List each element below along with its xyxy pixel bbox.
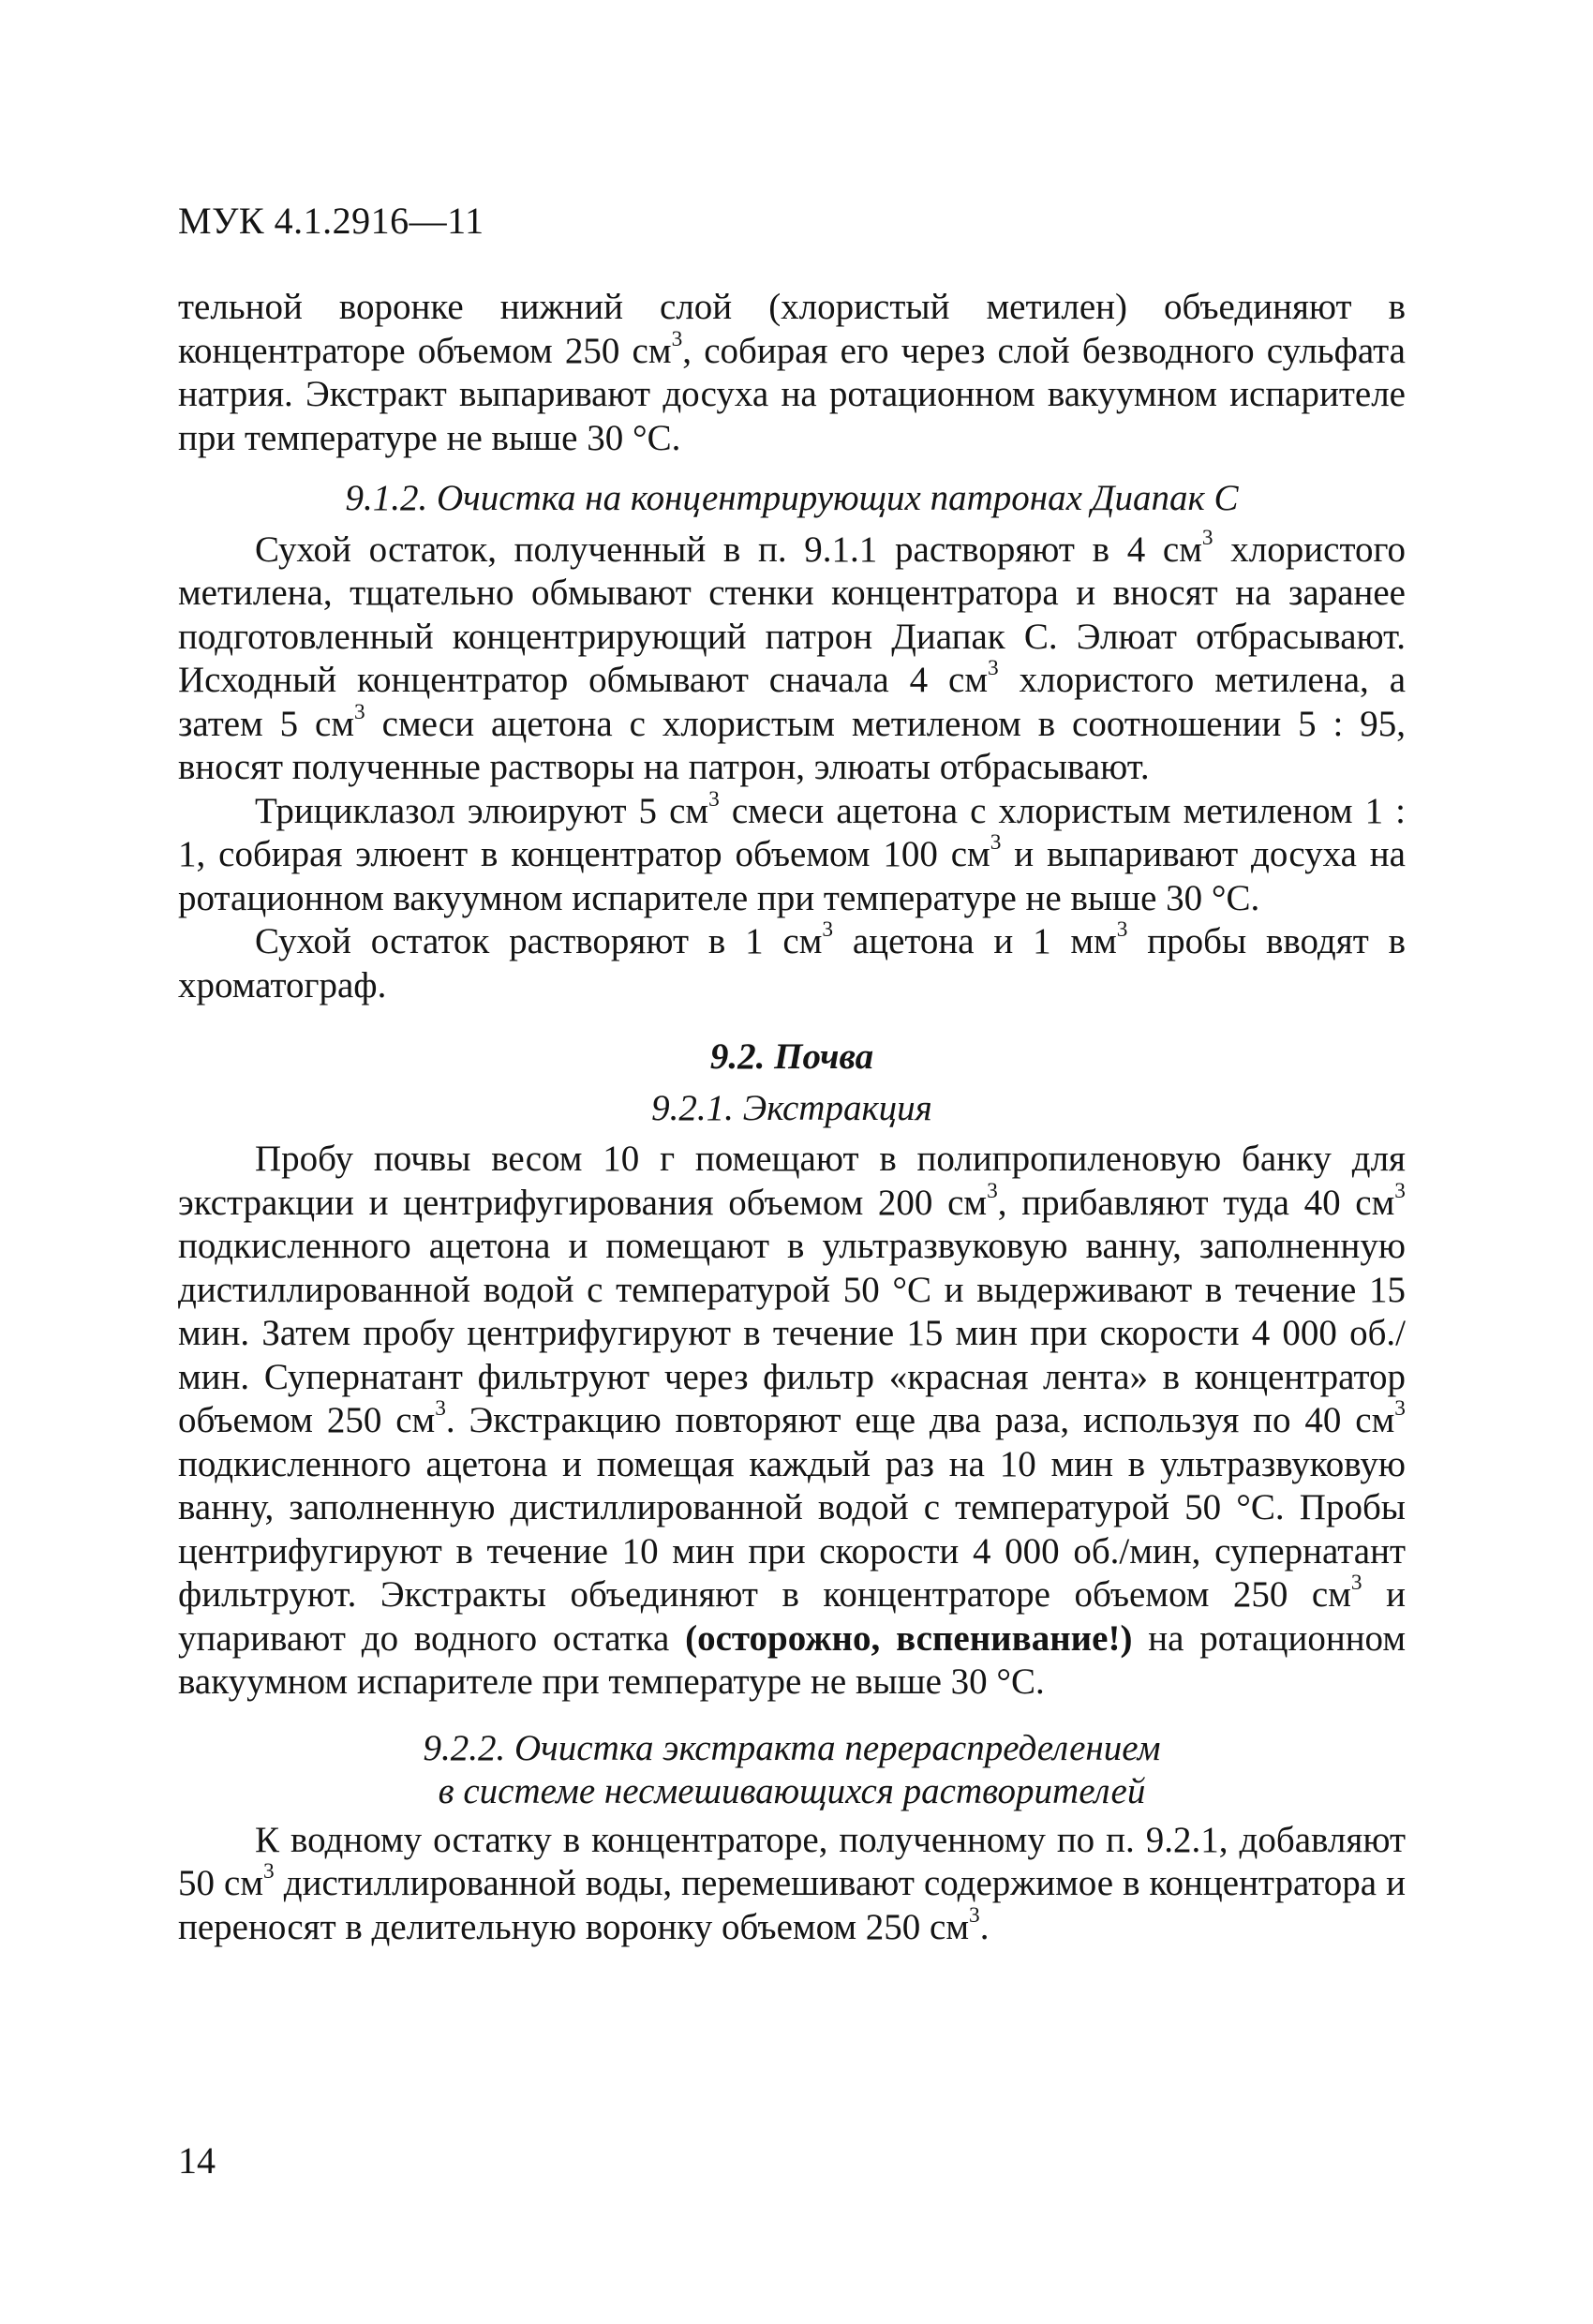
subsection-heading-9-1-2: 9.1.2. Очистка на концентрирующих патронах Диапак С — [345, 478, 1239, 518]
paragraph-continuation: тельной воронке нижний слой (хлористый метилен) объединяют в концентраторе объемом 250 $см^3$, собирая его через слой безводного сульфата натрия. Экстракт выпаривают досуха на ротационном вакуумном испарителе при температуре не выше 30 °С. — [178, 287, 1406, 458]
subsection-heading-line-2: в системе несмешивающихся растворителей — [438, 1770, 1146, 1811]
document-body — [178, 286, 1406, 1949]
paragraph-aqueous-residue: К водному остатку в концентраторе, полученному по п. 9.2.1, добавляют 50 $см^3$ дистиллированной воды, перемешивают содержимое в концентратора и переносят в делительную воронку объемом 250 $см^3$. — [178, 1819, 1406, 1947]
page-number: 14 — [178, 2139, 216, 2182]
paragraph-tricyclazole-elution: Трициклазол элюируют 5 $см^3$ смеси ацетона с хлористым метиленом 1 : 1, собирая элюент в концентратор объемом 100 $см^3$ и выпаривают досуха на ротационном вакуумном испарителе при температуре не выше 30 °С. — [178, 786, 1406, 918]
subsection-heading-line-1: 9.2.2. Очистка экстракта перераспределением — [423, 1727, 1161, 1768]
section-heading-9-2: 9.2. Почва — [709, 1036, 874, 1077]
paragraph-soil-extraction: Пробу почвы весом 10 г помещают в полипропиленовую банку для экстракции и центрифугирования объемом 200 $см^3$, прибавляют туда 40 $см^3$ подкисленного ацетона и помещают в ультразвуковую ванну, заполненную дистиллированной водой с температурой 50 °С и выдерживают в течение 15 мин. Затем пробу центрифугируют в течение 15 мин при скорости 4 000 об./мин. Супернатант фильтруют через фильтр «красная лента» в концентратор объемом 250 $см^3$. Экстракцию повторяют еще два раза, используя по 40 $см^3$ подкисленного ацетона и помещая каждый раз на 10 мин в ультразвуковую ванну, заполненную дистиллированной водой с температурой 50 °С. Пробы центрифугируют в течение 10 мин при скорости 4 000 об./мин, супернатант фильтруют. Экстракты объединяют в концентраторе объемом 250 $см^3$ и упаривают до водного остатка (осторожно, вспенивание!) на ротационном вакуумном испарителе при температуре не выше 30 °С. — [178, 1139, 1406, 1702]
document-code-header: МУК 4.1.2916—11 — [178, 200, 484, 242]
subsection-heading-9-2-2 — [178, 1727, 1406, 1813]
subsection-heading-9-2-1: 9.2.1. Экстракция — [651, 1087, 932, 1128]
paragraph-chromatograph-injection: Сухой остаток растворяют в 1 $см^3$ ацетона и 1 $мм^3$ пробы вводят в хроматограф. — [178, 917, 1406, 1006]
paragraph-dry-residue: Сухой остаток, полученный в п. 9.1.1 растворяют в 4 $см^3$ хлористого метилена, тщательно обмывают стенки концентратора и вносят на заранее подготовленный концентрирующий патрон Диапак С. Элюат отбрасывают. Исходный концентратор обмывают сначала 4 $см^3$ хлористого метилена, а затем 5 $см^3$ смеси ацетона с хлористым метиленом в соотношении 5 : 95, вносят полученные растворы на патрон, элюаты отбрасывают. — [178, 525, 1406, 787]
foaming-warning: (осторожно, вспенивание!) — [685, 1617, 1133, 1659]
